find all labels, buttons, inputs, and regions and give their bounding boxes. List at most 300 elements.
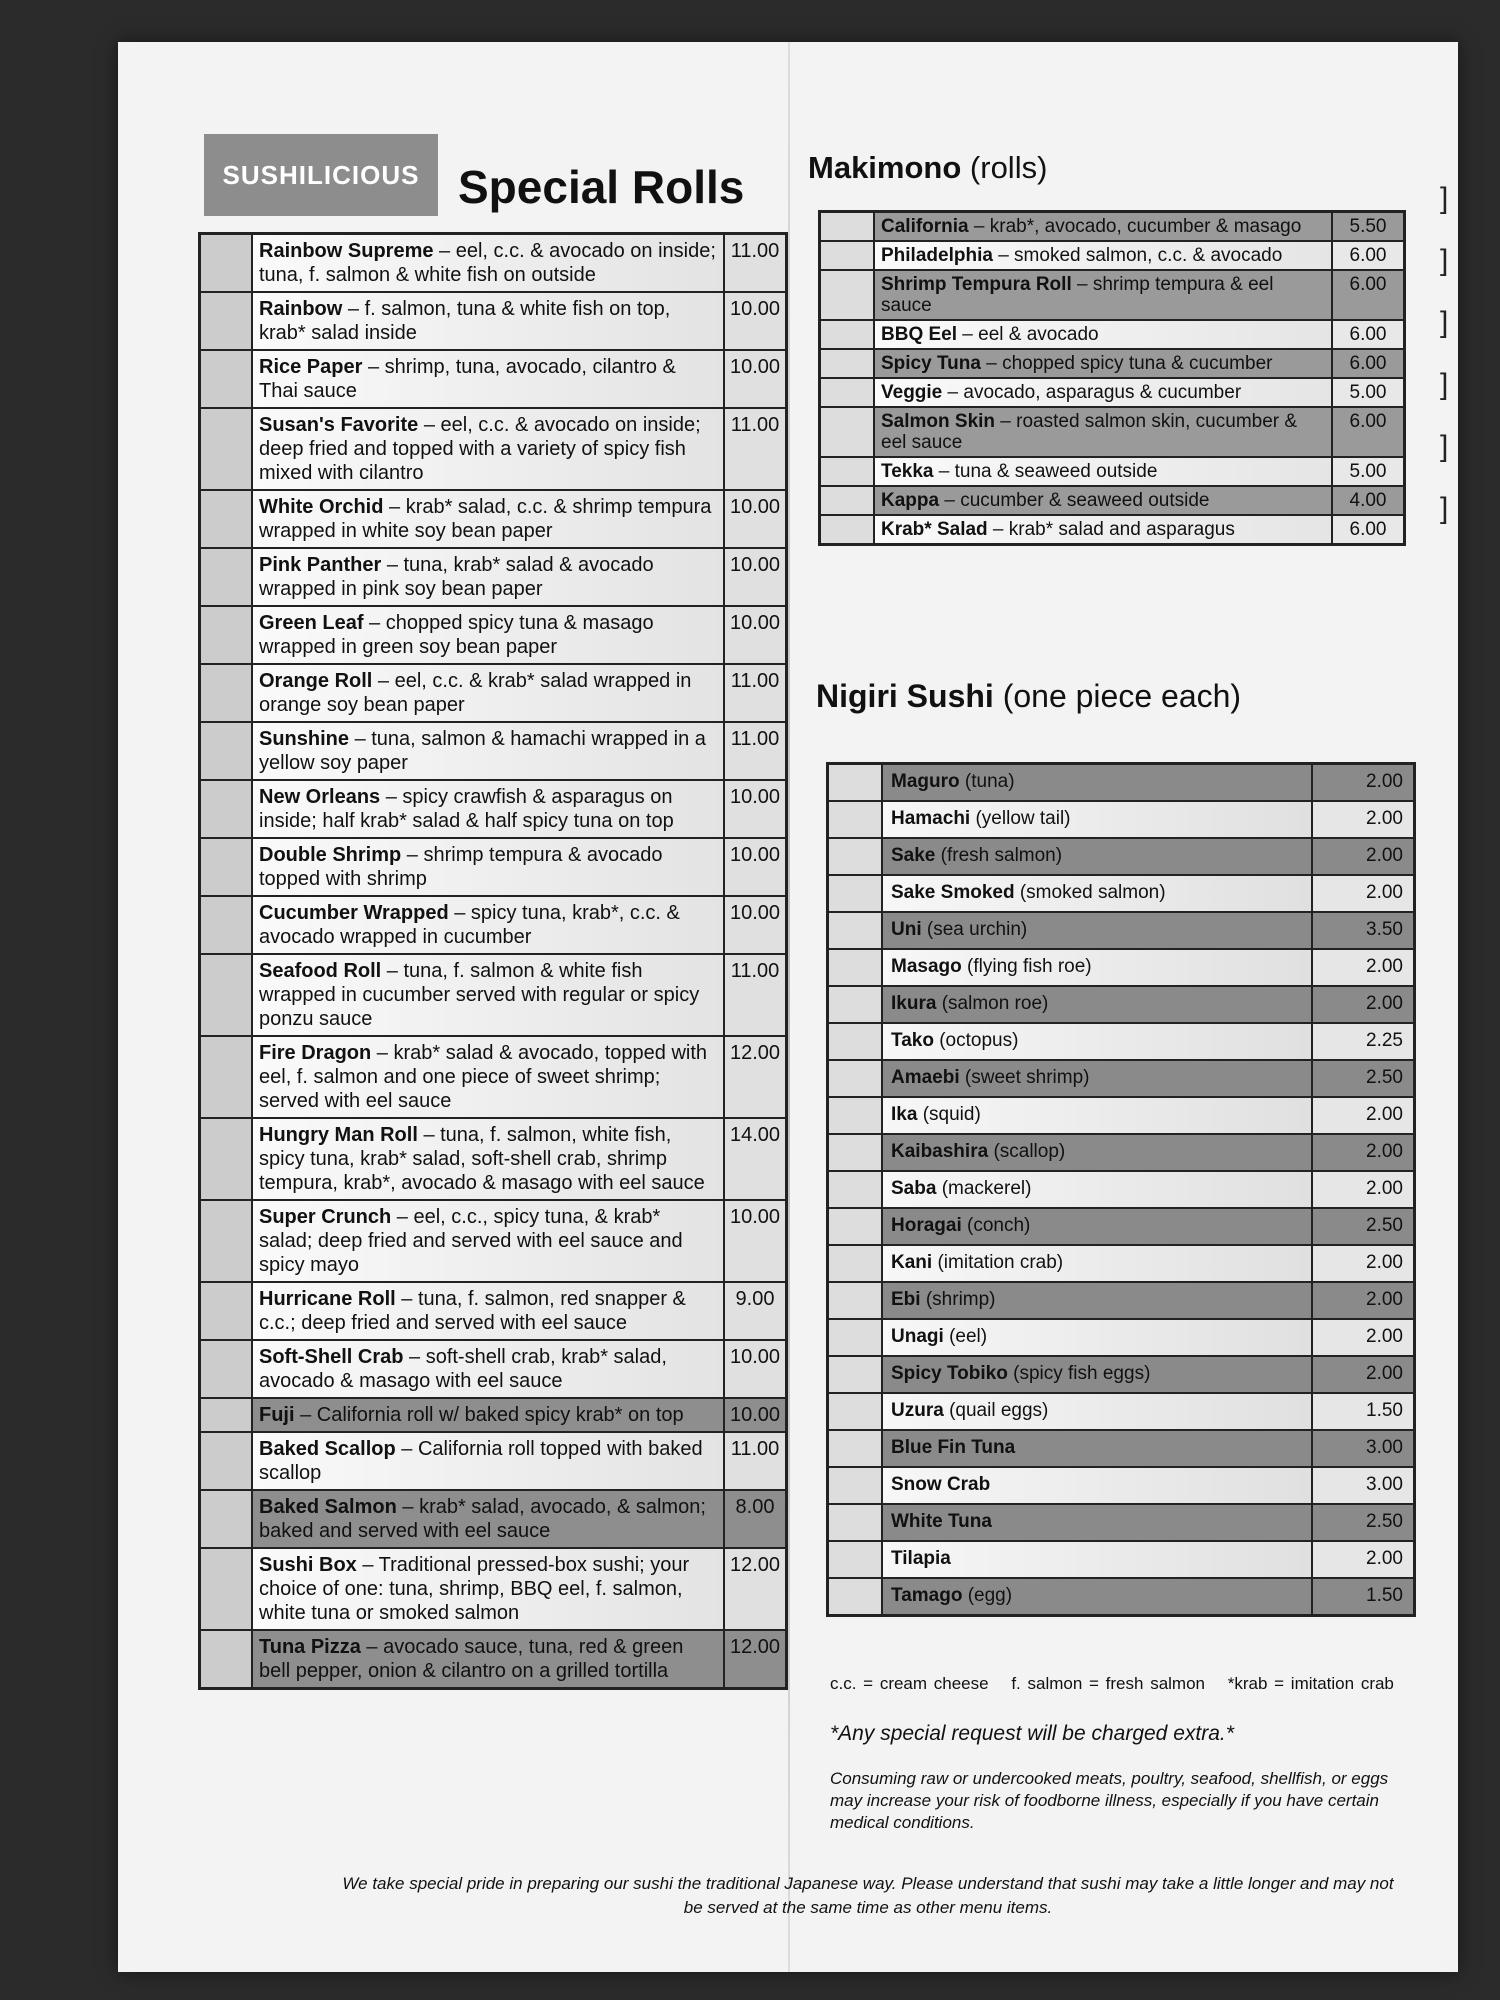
nigiri-row	[829, 1357, 1413, 1394]
special-roll-ingredients: – eel, c.c. & krab* salad wrapped in orange soy bean paper	[259, 670, 692, 716]
special-roll-price: 10.00	[723, 351, 785, 407]
nigiri-description	[883, 1283, 1311, 1318]
nigiri-note: (sweet shrimp)	[964, 1067, 1090, 1088]
special-roll-row	[201, 839, 785, 897]
makimono-ingredients: – roasted salmon skin, cucumber & eel sauce	[881, 411, 1298, 453]
row-swatch	[201, 549, 253, 605]
row-swatch	[829, 1172, 883, 1207]
nigiri-price: 3.00	[1311, 1431, 1413, 1466]
special-roll-name: Orange Roll	[259, 670, 373, 692]
special-roll-description	[253, 1491, 723, 1547]
special-roll-name: Cucumber Wrapped	[259, 902, 449, 924]
nigiri-name: Unagi	[891, 1326, 944, 1347]
row-swatch	[201, 1037, 253, 1117]
nigiri-name: Tako	[891, 1030, 934, 1051]
makimono-description	[875, 242, 1331, 269]
nigiri-description	[883, 1468, 1311, 1503]
row-swatch	[829, 1135, 883, 1170]
makimono-description	[875, 271, 1331, 319]
row-swatch	[829, 987, 883, 1022]
nigiri-price: 2.00	[1311, 987, 1413, 1022]
special-roll-ingredients: – krab* salad, avocado, & salmon; baked and served with eel sauce	[259, 1496, 706, 1542]
special-roll-name: Sunshine	[259, 728, 350, 750]
makimono-row	[821, 271, 1403, 321]
makimono-name: Tekka	[881, 461, 934, 482]
nigiri-description	[883, 839, 1311, 874]
special-roll-row	[201, 409, 785, 491]
row-swatch	[829, 1505, 883, 1540]
special-roll-ingredients: – eel, c.c. & avocado on inside; tuna, f. salmon & white fish on outside	[259, 240, 716, 286]
special-request-note: *Any special request will be charged extra.*	[830, 1722, 1234, 1745]
nigiri-note: (squid)	[922, 1104, 981, 1125]
special-roll-ingredients: – tuna, salmon & hamachi wrapped in a yellow soy paper	[259, 728, 706, 774]
makimono-ingredients: – chopped spicy tuna & cucumber	[980, 353, 1273, 374]
makimono-row	[821, 213, 1403, 242]
special-roll-price: 11.00	[723, 665, 785, 721]
row-swatch	[201, 781, 253, 837]
special-roll-description	[253, 723, 723, 779]
makimono-name: Philadelphia	[881, 245, 993, 266]
nigiri-name: Maguro	[891, 771, 960, 792]
special-roll-name: Baked Salmon	[259, 1496, 397, 1518]
makimono-name: Salmon Skin	[881, 411, 996, 432]
nigiri-row	[829, 765, 1413, 802]
special-roll-name: Fuji	[259, 1404, 295, 1426]
nigiri-description	[883, 1135, 1311, 1170]
special-roll-ingredients: – eel, c.c. & avocado on inside; deep fried and topped with a variety of spicy fish mixed with cilantro	[259, 414, 701, 484]
makimono-ingredients: – tuna & seaweed outside	[933, 461, 1158, 482]
makimono-ingredients: – avocado, asparagus & cucumber	[942, 382, 1242, 403]
health-warning: Consuming raw or undercooked meats, poultry, seafood, shellfish, or eggs may increase your risk of foodborne illness, especially if you have certain medical conditions.	[830, 1769, 1389, 1832]
makimono-row	[821, 350, 1403, 379]
special-roll-description	[253, 897, 723, 953]
nigiri-row	[829, 1505, 1413, 1542]
makimono-name: Shrimp Tempura Roll	[881, 274, 1072, 295]
row-swatch	[821, 321, 875, 348]
nigiri-name: Sake	[891, 845, 936, 866]
nigiri-name: Ika	[891, 1104, 918, 1125]
makimono-ingredients: – krab*, avocado, cucumber & masago	[968, 216, 1302, 237]
nigiri-description	[883, 1505, 1311, 1540]
special-roll-price: 10.00	[723, 293, 785, 349]
special-roll-description	[253, 839, 723, 895]
nigiri-name: Amaebi	[891, 1067, 960, 1088]
nigiri-row	[829, 876, 1413, 913]
nigiri-price: 2.00	[1311, 839, 1413, 874]
special-roll-description	[253, 1283, 723, 1339]
makimono-description	[875, 408, 1331, 456]
special-roll-price: 11.00	[723, 955, 785, 1035]
special-roll-description	[253, 1341, 723, 1397]
special-roll-description	[253, 665, 723, 721]
nigiri-name: Uzura	[891, 1400, 944, 1421]
special-roll-name: Double Shrimp	[259, 844, 402, 866]
makimono-ingredients: – eel & avocado	[957, 324, 1099, 345]
row-swatch	[201, 1201, 253, 1281]
abbreviation-legend	[830, 1674, 1410, 1694]
row-swatch	[201, 235, 253, 291]
nigiri-price: 2.50	[1311, 1061, 1413, 1096]
nigiri-name: White Tuna	[891, 1511, 992, 1532]
special-roll-row	[201, 1631, 785, 1687]
special-roll-name: Susan's Favorite	[259, 414, 419, 436]
special-roll-price: 14.00	[723, 1119, 785, 1199]
nigiri-name: Ebi	[891, 1289, 921, 1310]
nigiri-price: 2.00	[1311, 1542, 1413, 1577]
special-roll-description	[253, 351, 723, 407]
row-swatch	[201, 1399, 253, 1431]
row-swatch	[829, 1061, 883, 1096]
nigiri-note: (smoked salmon)	[1019, 882, 1166, 903]
special-roll-ingredients: – tuna, krab* salad & avocado wrapped in pink soy bean paper	[259, 554, 654, 600]
nigiri-note: (shrimp)	[925, 1289, 996, 1310]
makimono-description	[875, 213, 1331, 240]
nigiri-name: Kani	[891, 1252, 933, 1273]
special-roll-row	[201, 1119, 785, 1201]
bracket-mark: ]	[1440, 492, 1449, 525]
nigiri-note: (conch)	[967, 1215, 1031, 1236]
nigiri-description	[883, 1246, 1311, 1281]
nigiri-description	[883, 987, 1311, 1022]
row-swatch	[201, 897, 253, 953]
makimono-row	[821, 379, 1403, 408]
special-roll-ingredients: – tuna, f. salmon & white fish wrapped in cucumber served with regular or spicy ponzu sauce	[259, 960, 700, 1030]
row-swatch	[201, 351, 253, 407]
special-roll-name: Seafood Roll	[259, 960, 382, 982]
row-swatch	[829, 1098, 883, 1133]
row-swatch	[829, 1431, 883, 1466]
makimono-row	[821, 487, 1403, 516]
nigiri-row	[829, 1320, 1413, 1357]
special-roll-row	[201, 1491, 785, 1549]
special-roll-ingredients: – spicy tuna, krab*, c.c. & avocado wrapped in cucumber	[259, 902, 680, 948]
special-roll-price: 10.00	[723, 839, 785, 895]
special-roll-ingredients: – chopped spicy tuna & masago wrapped in green soy bean paper	[259, 612, 654, 658]
nigiri-title	[816, 678, 1241, 715]
nigiri-description	[883, 802, 1311, 837]
makimono-ingredients: – krab* salad and asparagus	[987, 519, 1235, 540]
special-roll-price: 10.00	[723, 1399, 785, 1431]
nigiri-row	[829, 839, 1413, 876]
special-roll-row	[201, 1549, 785, 1631]
nigiri-price: 3.50	[1311, 913, 1413, 948]
special-roll-row	[201, 549, 785, 607]
nigiri-row	[829, 1172, 1413, 1209]
makimono-row	[821, 321, 1403, 350]
nigiri-row	[829, 1024, 1413, 1061]
nigiri-price: 2.00	[1311, 1320, 1413, 1355]
makimono-price: 6.00	[1331, 242, 1403, 269]
nigiri-name: Uni	[891, 919, 922, 940]
row-swatch	[829, 1468, 883, 1503]
makimono-ingredients: – cucumber & seaweed outside	[939, 490, 1210, 511]
row-swatch	[829, 1024, 883, 1059]
special-roll-name: Rainbow	[259, 298, 343, 320]
makimono-name: Spicy Tuna	[881, 353, 981, 374]
nigiri-price: 3.00	[1311, 1468, 1413, 1503]
nigiri-row	[829, 1135, 1413, 1172]
nigiri-row	[829, 1283, 1413, 1320]
row-swatch	[821, 271, 875, 319]
row-swatch	[201, 665, 253, 721]
margin-brackets	[1440, 182, 1448, 554]
makimono-description	[875, 350, 1331, 377]
nigiri-price: 2.50	[1311, 1209, 1413, 1244]
makimono-price: 6.00	[1331, 408, 1403, 456]
row-swatch	[821, 242, 875, 269]
special-roll-price: 12.00	[723, 1631, 785, 1687]
nigiri-note: (scallop)	[993, 1141, 1066, 1162]
special-roll-price: 10.00	[723, 897, 785, 953]
special-roll-ingredients: – shrimp, tuna, avocado, cilantro & Thai sauce	[259, 356, 676, 402]
makimono-subtitle: (rolls)	[969, 150, 1048, 185]
nigiri-name: Horagai	[891, 1215, 962, 1236]
row-swatch	[821, 408, 875, 456]
special-roll-description	[253, 1631, 723, 1687]
special-roll-name: Hungry Man Roll	[259, 1124, 418, 1146]
special-roll-name: Tuna Pizza	[259, 1636, 361, 1658]
special-roll-ingredients: – California roll topped with baked scallop	[259, 1438, 703, 1484]
special-roll-ingredients: – Traditional pressed-box sushi; your choice of one: tuna, shrimp, BBQ eel, f. salmon, white tuna or smoked salmon	[259, 1554, 690, 1624]
row-swatch	[829, 1579, 883, 1614]
row-swatch	[821, 213, 875, 240]
special-roll-name: Soft-Shell Crab	[259, 1346, 404, 1368]
legend-krab: *krab = imitation crab	[1227, 1674, 1394, 1693]
row-swatch	[829, 1320, 883, 1355]
special-rolls-table	[198, 232, 788, 1690]
nigiri-note: (eel)	[949, 1326, 988, 1347]
special-roll-price: 12.00	[723, 1037, 785, 1117]
nigiri-row	[829, 1098, 1413, 1135]
bracket-mark: ]	[1440, 368, 1449, 401]
makimono-ingredients: – smoked salmon, c.c. & avocado	[992, 245, 1283, 266]
nigiri-name: Ikura	[891, 993, 937, 1014]
nigiri-row	[829, 950, 1413, 987]
special-roll-ingredients: – krab* salad & avocado, topped with eel, f. salmon and one piece of sweet shrimp; served with eel sauce	[259, 1042, 708, 1112]
special-roll-description	[253, 491, 723, 547]
makimono-price: 4.00	[1331, 487, 1403, 514]
nigiri-note: (sea urchin)	[926, 919, 1028, 940]
makimono-name: Krab* Salad	[881, 519, 988, 540]
special-roll-description	[253, 955, 723, 1035]
nigiri-price: 2.00	[1311, 1172, 1413, 1207]
bracket-mark: ]	[1440, 306, 1449, 339]
special-roll-row	[201, 781, 785, 839]
special-roll-row	[201, 293, 785, 351]
special-roll-ingredients: – shrimp tempura & avocado topped with shrimp	[259, 844, 663, 890]
special-roll-name: Super Crunch	[259, 1206, 392, 1228]
special-roll-row	[201, 1283, 785, 1341]
special-roll-name: Green Leaf	[259, 612, 364, 634]
special-roll-name: Rice Paper	[259, 356, 363, 378]
nigiri-price: 2.00	[1311, 1357, 1413, 1392]
row-swatch	[829, 1209, 883, 1244]
nigiri-note: (salmon roe)	[941, 993, 1049, 1014]
nigiri-note: (tuna)	[964, 771, 1015, 792]
nigiri-note: (mackerel)	[941, 1178, 1032, 1199]
row-swatch	[201, 955, 253, 1035]
special-roll-row	[201, 607, 785, 665]
nigiri-note: (flying fish roe)	[967, 956, 1092, 977]
row-swatch	[829, 1246, 883, 1281]
bracket-mark: ]	[1440, 430, 1449, 463]
makimono-name: California	[881, 216, 969, 237]
special-roll-row	[201, 1037, 785, 1119]
nigiri-description	[883, 765, 1311, 800]
row-swatch	[201, 1549, 253, 1629]
nigiri-description	[883, 876, 1311, 911]
special-roll-price: 11.00	[723, 409, 785, 489]
row-swatch	[201, 293, 253, 349]
row-swatch	[201, 491, 253, 547]
row-swatch	[201, 1283, 253, 1339]
makimono-description	[875, 458, 1331, 485]
makimono-price: 6.00	[1331, 321, 1403, 348]
nigiri-row	[829, 1431, 1413, 1468]
nigiri-note: (egg)	[967, 1585, 1013, 1606]
special-roll-price: 10.00	[723, 491, 785, 547]
makimono-row	[821, 408, 1403, 458]
special-roll-price: 10.00	[723, 1201, 785, 1281]
row-swatch	[201, 723, 253, 779]
makimono-title-text: Makimono	[808, 150, 962, 185]
makimono-name: Kappa	[881, 490, 940, 511]
nigiri-row	[829, 913, 1413, 950]
special-roll-row	[201, 665, 785, 723]
nigiri-price: 1.50	[1311, 1579, 1413, 1614]
nigiri-table	[826, 762, 1416, 1617]
special-roll-price: 11.00	[723, 235, 785, 291]
nigiri-name: Tamago	[891, 1585, 963, 1606]
nigiri-price: 2.50	[1311, 1505, 1413, 1540]
special-roll-ingredients: – tuna, f. salmon, red snapper & c.c.; deep fried and served with eel sauce	[259, 1288, 686, 1334]
nigiri-description	[883, 913, 1311, 948]
special-roll-row	[201, 1433, 785, 1491]
nigiri-price: 2.00	[1311, 876, 1413, 911]
special-roll-row	[201, 491, 785, 549]
makimono-price: 6.00	[1331, 516, 1403, 543]
special-roll-description	[253, 409, 723, 489]
nigiri-description	[883, 1320, 1311, 1355]
special-roll-name: Fire Dragon	[259, 1042, 372, 1064]
special-roll-ingredients: – California roll w/ baked spicy krab* on top	[294, 1404, 684, 1426]
special-roll-description	[253, 781, 723, 837]
special-roll-price: 12.00	[723, 1549, 785, 1629]
makimono-name: Veggie	[881, 382, 943, 403]
nigiri-name: Tilapia	[891, 1548, 951, 1569]
special-roll-ingredients: – soft-shell crab, krab* salad, avocado & masago with eel sauce	[259, 1346, 667, 1392]
nigiri-description	[883, 1024, 1311, 1059]
nigiri-description	[883, 1061, 1311, 1096]
special-roll-description	[253, 1399, 723, 1431]
nigiri-row	[829, 1061, 1413, 1098]
nigiri-name: Saba	[891, 1178, 937, 1199]
nigiri-description	[883, 1431, 1311, 1466]
makimono-description	[875, 516, 1331, 543]
row-swatch	[829, 839, 883, 874]
special-roll-row	[201, 1201, 785, 1283]
special-roll-name: Sushi Box	[259, 1554, 357, 1576]
nigiri-row	[829, 1542, 1413, 1579]
row-swatch	[829, 1357, 883, 1392]
nigiri-price: 2.00	[1311, 802, 1413, 837]
special-roll-name: New Orleans	[259, 786, 381, 808]
nigiri-description	[883, 1098, 1311, 1133]
special-roll-name: Baked Scallop	[259, 1438, 396, 1460]
special-roll-description	[253, 235, 723, 291]
row-swatch	[201, 409, 253, 489]
menu-paper	[118, 42, 1458, 1972]
sushilicious-logo: SUSHILICIOUS	[204, 134, 438, 216]
row-swatch	[829, 1394, 883, 1429]
nigiri-note: (yellow tail)	[975, 808, 1071, 829]
special-roll-ingredients: – eel, c.c., spicy tuna, & krab* salad; deep fried and served with eel sauce and spicy mayo	[259, 1206, 683, 1276]
nigiri-name: Kaibashira	[891, 1141, 989, 1162]
nigiri-price: 2.00	[1311, 765, 1413, 800]
makimono-description	[875, 321, 1331, 348]
nigiri-price: 2.00	[1311, 1246, 1413, 1281]
bracket-mark: ]	[1440, 244, 1449, 277]
makimono-description	[875, 379, 1331, 406]
row-swatch	[829, 765, 883, 800]
nigiri-description	[883, 1579, 1311, 1614]
special-roll-price: 11.00	[723, 723, 785, 779]
nigiri-row	[829, 802, 1413, 839]
special-rolls-title: Special Rolls	[458, 161, 745, 213]
special-roll-name: Pink Panther	[259, 554, 382, 576]
nigiri-note: (quail eggs)	[949, 1400, 1049, 1421]
legend-fsalmon: f. salmon = fresh salmon	[1011, 1674, 1205, 1693]
nigiri-description	[883, 1172, 1311, 1207]
special-roll-row	[201, 1341, 785, 1399]
special-roll-name: Hurricane Roll	[259, 1288, 396, 1310]
makimono-title	[808, 150, 1047, 186]
nigiri-row	[829, 1209, 1413, 1246]
row-swatch	[821, 458, 875, 485]
nigiri-name: Spicy Tobiko	[891, 1363, 1008, 1384]
nigiri-description	[883, 1394, 1311, 1429]
row-swatch	[829, 950, 883, 985]
special-roll-price: 10.00	[723, 549, 785, 605]
special-roll-description	[253, 1037, 723, 1117]
special-roll-ingredients: – spicy crawfish & asparagus on inside; half krab* salad & half spicy tuna on top	[259, 786, 674, 832]
nigiri-name: Blue Fin Tuna	[891, 1437, 1016, 1458]
special-roll-row	[201, 1399, 785, 1433]
special-roll-description	[253, 1201, 723, 1281]
special-roll-row	[201, 235, 785, 293]
nigiri-row	[829, 1246, 1413, 1283]
nigiri-note: (imitation crab)	[937, 1252, 1064, 1273]
makimono-price: 6.00	[1331, 271, 1403, 319]
makimono-description	[875, 487, 1331, 514]
nigiri-row	[829, 1579, 1413, 1614]
makimono-row	[821, 242, 1403, 271]
nigiri-price: 1.50	[1311, 1394, 1413, 1429]
nigiri-title-text: Nigiri Sushi	[816, 678, 994, 714]
makimono-price: 5.50	[1331, 213, 1403, 240]
makimono-price: 6.00	[1331, 350, 1403, 377]
special-roll-description	[253, 549, 723, 605]
nigiri-row	[829, 1468, 1413, 1505]
row-swatch	[821, 516, 875, 543]
bracket-mark: ]	[1440, 182, 1449, 215]
makimono-ingredients: – shrimp tempura & eel sauce	[881, 274, 1274, 316]
row-swatch	[201, 1491, 253, 1547]
special-roll-price: 10.00	[723, 607, 785, 663]
nigiri-description	[883, 950, 1311, 985]
nigiri-name: Snow Crab	[891, 1474, 991, 1495]
special-roll-description	[253, 293, 723, 349]
